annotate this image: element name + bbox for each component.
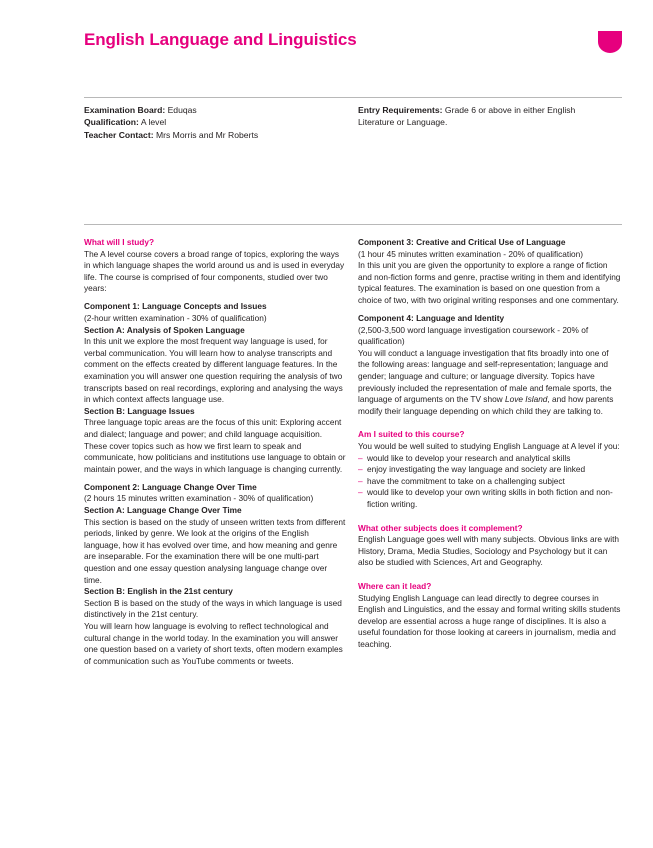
component-3-text: In this unit you are given the opportunity to explore a range of fiction and non-fiction forms and genre, practise writing in them and identifying typical features. The examination is based on one question from a choice of two, with two original writing responses and one commentary. bbox=[358, 260, 621, 305]
c2-section-b-text-1: Section B is based on the study of the ways in which language is used distinctively in the 21st century. bbox=[84, 597, 342, 620]
qualification-row: Qualification: A level bbox=[84, 117, 167, 128]
list-item: – would like to develop your research and analytical skills bbox=[358, 453, 622, 465]
c1-section-b-title: Section B: Language Issues bbox=[84, 405, 195, 416]
tv-show-title: Love Island bbox=[504, 394, 548, 405]
c1-section-a-text: In this unit we explore the most frequent way language is used, for verbal communication. You will learn how to analyse transcripts and comment on the effects created by different language features. In the examination you will answer one question requiring the analysis of two transcripts based on real recordings, exploring and analysing the ways in which context affects language use. bbox=[84, 336, 343, 405]
logo-badge-icon bbox=[598, 31, 622, 53]
left-column bbox=[84, 237, 346, 667]
lead-heading: Where can it lead? bbox=[358, 580, 432, 591]
complement-text: English Language goes well with many subjects. Obvious links are with History, Drama, Media Studies, Sociology and Psychology but it can also be studied with Sciences, Art and Geography. bbox=[358, 534, 620, 568]
c1-section-b-text: Three language topic areas are the focus of this unit: Exploring accent and dialect; language and power; and child language acquisition. These cover topics such as how we first learn to speak and communicate, how politicians and institutions use language to obtain or maintain power, and the ways in which language is changing currently. bbox=[84, 417, 346, 474]
middle-divider bbox=[84, 224, 622, 225]
component-3-title: Component 3: Creative and Critical Use of Language bbox=[358, 237, 566, 247]
list-item: – enjoy investigating the way language and society are linked bbox=[358, 464, 622, 476]
entry-requirements-row: Entry Requirements: Grade 6 or above in either English Literature or Language. bbox=[358, 105, 576, 128]
page-title: English Language and Linguistics bbox=[84, 30, 357, 49]
list-item: – have the commitment to take on a challenging subject bbox=[358, 476, 622, 488]
c2-section-a-text: This section is based on the study of unseen written texts from different periods, linked by genre. We look at the origins of the English language, how it has evolved over time, and how meaning and genre are inseparable. For the examination there will be one multi-part question and one essay question analysing language change over time. bbox=[84, 516, 346, 585]
component-1-title: Component 1: Language Concepts and Issues bbox=[84, 301, 267, 312]
right-column bbox=[358, 237, 622, 651]
info-left bbox=[84, 104, 344, 141]
component-4-sub: (2,500-3,500 word language investigation coursework - 20% of qualification) bbox=[358, 324, 589, 347]
component-4-title: Component 4: Language and Identity bbox=[358, 313, 505, 324]
teacher-contact-row: Teacher Contact: Mrs Morris and Mr Roberts bbox=[84, 129, 259, 140]
component-1-sub: (2-hour written examination - 30% of qualification) bbox=[84, 313, 267, 324]
c2-section-a-title: Section A: Language Change Over Time bbox=[84, 505, 242, 516]
top-divider bbox=[84, 97, 622, 98]
suited-heading: Am I suited to this course? bbox=[358, 429, 465, 440]
study-heading: What will I study? bbox=[84, 237, 155, 247]
suited-intro: You would be well suited to studying English Language at A level if you: bbox=[358, 441, 620, 451]
c2-section-b-text-2: You will learn how language is evolving to reflect technological and cultural change in the world today. In the examination you will answer one question based on a variety of short texts, often modern examples of communication such as YouTube comments or tweets. bbox=[84, 621, 343, 666]
suited-list bbox=[358, 453, 622, 511]
component-3-sub: (1 hour 45 minutes written examination - 20% of qualification) bbox=[358, 248, 584, 259]
component-4-text: You will conduct a language investigation that fits broadly into one of the following areas: language and self-representation; language and gender; language and culture; or language diversity. Topics have previously included the representation of male and female sports, the language of arguments on the TV show Love Island, and how parents modify their language depending on which child they are talking to. bbox=[358, 347, 614, 416]
c1-section-a-title: Section A: Analysis of Spoken Language bbox=[84, 324, 245, 335]
lead-text: Studying English Language can lead directly to degree courses in English and Linguistics, and the essay and formal writing skills students develop are essential across a huge range of disciplines. It is also a useful foundation for those looking at careers in journalism, media and teaching. bbox=[358, 592, 621, 649]
study-intro: The A level course covers a broad range of topics, exploring the ways in which language shapes the world around us and is used in everyday life. The course is comprised of four components, studied over two years: bbox=[84, 248, 345, 294]
info-right bbox=[358, 104, 608, 129]
complement-heading: What other subjects does it complement? bbox=[358, 522, 523, 533]
exam-board-row: Examination Board: Eduqas bbox=[84, 105, 197, 115]
component-2-title: Component 2: Language Change Over Time bbox=[84, 481, 257, 492]
c2-section-b-title: Section B: English in the 21st century bbox=[84, 586, 233, 597]
list-item: – would like to develop your own writing skills in both fiction and non-fiction writing. bbox=[358, 487, 622, 510]
component-2-sub: (2 hours 15 minutes written examination - 30% of qualification) bbox=[84, 493, 314, 504]
